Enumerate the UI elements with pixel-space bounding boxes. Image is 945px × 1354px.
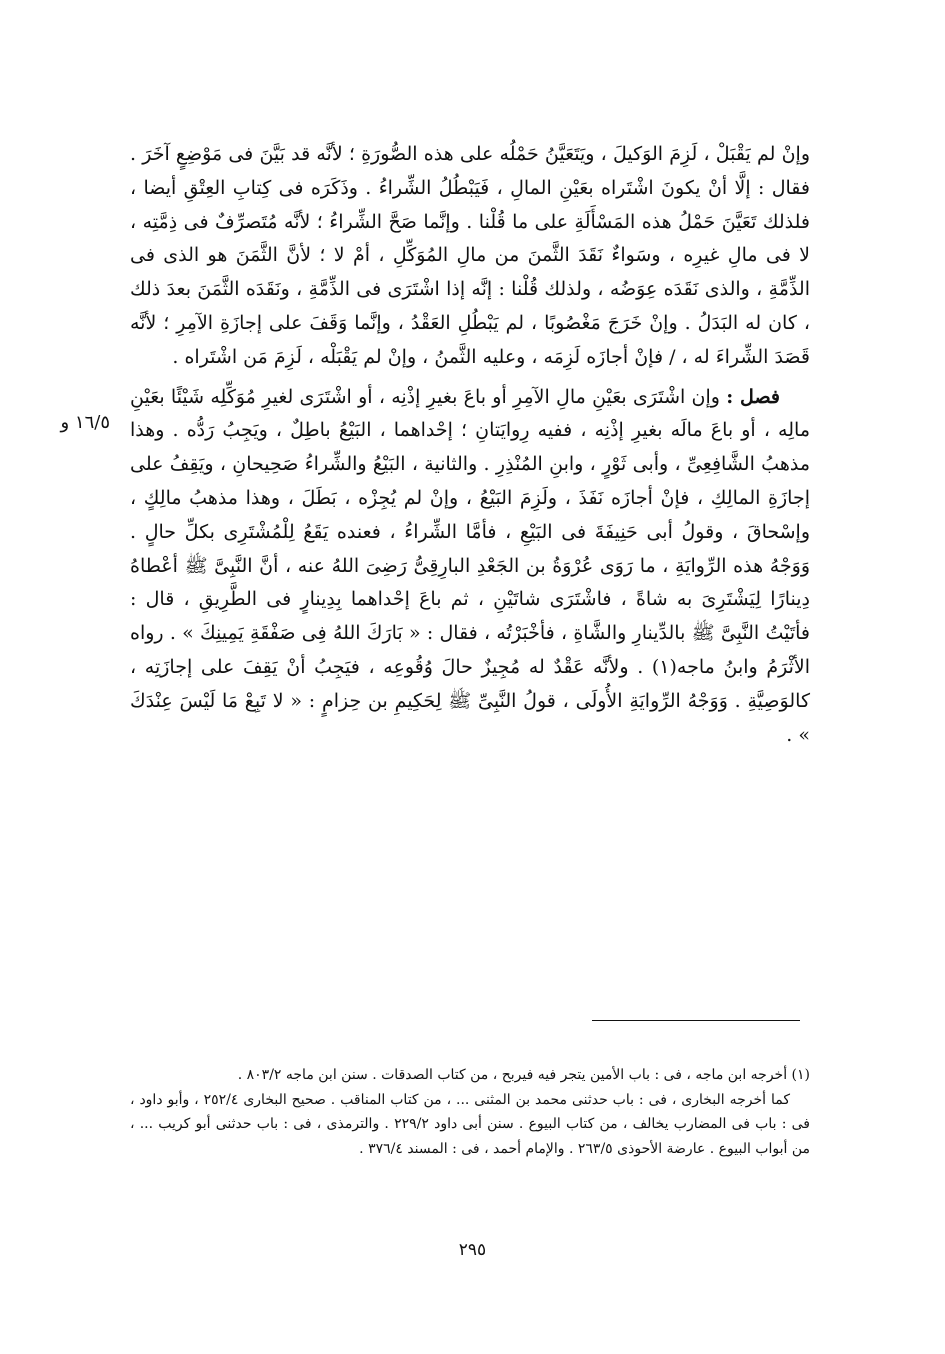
main-text [130, 138, 810, 752]
margin-folio-note: ١٦/٥ و [60, 412, 110, 433]
paragraph-fasl [130, 381, 810, 753]
paragraph-fasl-text: وإن اشْتَرَى بعَيْنِ مالِ الآمِرِ أو باعَ بغيرِ إذْنِه ، أو اشْتَرَى لغيرِ مُوَكِّلِه شَيْئًا بعَيْنِ مالِه ، أو باعَ مالَه بغيرِ إذْنِه ، ففيه رِوايَتانِ ؛ إحْداهما ، البَيْعُ باطِلٌ ، ويَجِبُ رَدُّه . وهذا مذهبُ الشَّافِعِىِّ ، وأبى ثَوْرٍ ، وابنِ المُنْذِرِ . والثانية ، البَيْعُ والشِّراءُ صَحِيحانِ ، ويَقِفُ على إجازَةِ المالِكِ ، فإنْ أجازَه نَفَذَ ، ولَزِمَ البَيْعُ ، وإنْ لم يُجِزْه ، بَطَلَ ، وهذا مذهبُ مالِكٍ ، وإسْحاقَ ، وقولُ أبى حَنِيفَةَ فى البَيْعِ ، فأمَّا الشِّراءُ ، فعنده يَقَعُ لِلْمُشْتَرِى بكلِّ حالٍ . وَوَجْهُ هذه الرِّوايَةِ ، ما رَوَى عُرْوَةُ بن الجَعْدِ البارِقِىُّ رَضِىَ اللهُ عنه ، أنَّ النَّبِىَّ ﷺ أعْطاهُ دِينارًا لِيَشْتَرِىَ به شاةً ، فاشْتَرَى شاتَيْنِ ، ثم باعَ إحْداهما بِدِينارٍ فى الطَّرِيقِ ، قال : فأتَيْتُ النَّبِىَّ ﷺ بالدِّينارِ والشَّاةِ ، فأخْبَرْتُه ، فقال : « بَارَكَ اللهُ فِى صَفْقَةِ يَمِينِكَ » . رواه الأثْرَمُ وابنُ ماجه(١) . ولأنَّه عَقْدٌ له مُجِيزٌ حالَ وُقُوعِه ، فيَجِبُ أنْ يَقِفَ على إجازَتِه ، كالوَصِيَّةِ . وَوَجْهُ الرِّوايَةِ الأُولَى ، قولُ النَّبِىِّ ﷺ لِحَكِيمِ بن حِزامٍ : « لا تَبِعْ مَا لَيْسَ عِنْدَكَ » . [130, 385, 810, 746]
footnote-divider [592, 1020, 800, 1021]
footnotes [130, 1063, 810, 1161]
paragraph-wakil: وإنْ لم يَقْبَلْ ، لَزِمَ الوَكيلَ ، ويَتَعَيَّنُ حَمْلُه على هذه الصُّورَةِ ؛ لأنَّه قد بَيَّنَ فى مَوْضِعٍ آخَرَ . فقال : إلَّا أنْ يكونَ اشْتَراه بعَيْنِ المالِ ، فَيَبْطُلُ الشِّراءُ . وذَكَرَه فى كِتابِ العِتْقِ أيضا ، فلذلك تَعَيَّنَ حَمْلُ هذه المَسْأَلَةِ على ما قُلْنا . وإنَّما صَحَّ الشِّراءُ ؛ لأنَّه مُتَصرِّفٌ فى ذِمَّتِه ، لا فى مالِ غيرِه ، وسَواءٌ نَقَدَ الثَّمنَ من مالِ المُوَكِّلِ ، أمْ لا ؛ لأنَّ الثَّمَنَ هو الذى فى الذِّمَّةِ ، والذى نَقَدَه عِوَضُه ، ولذلك قُلْنا : إنَّه إذا اشْتَرَى فى الذِّمَّةِ ، ونَقَدَه الثَّمَنَ بعدَ ذلك ، كان له البَدَلُ . وإنْ خَرَجَ مَغْصُوبًا ، لم يَبْطُلِ العَقْدُ ، وإنَّما وَقَفَ على إجازَةِ الآمِرِ ؛ لأنَّه قَصَدَ الشِّراءَ له ، / فإنْ أجازَه لَزِمَه ، وعليه الثَّمنُ ، وإنْ لم يَقْبَلْه ، لَزِمَ مَن اشْتَراه . [130, 143, 810, 368]
page-number: ٢٩٥ [458, 1240, 487, 1260]
footnote-1: (١) أخرجه ابن ماجه ، فى : باب الأمين يتجر فيه فيربح ، من كتاب الصدقات . سنن ابن ماجه ٨٠٣/٢ . [237, 1067, 810, 1083]
footnote-1-continued: كما أخرجه البخارى ، فى : باب حدثنى محمد بن المثنى ... ، من كتاب المناقب . صحيح البخارى ٢٥٢/٤ ، وأبو داود ، فى : باب فى المضارب يخالف ، من كتاب البيوع . سنن أبى داود ٢٢٩/٢ . والترمذى ، فى : باب حدثنى أبو كريب ... ، من أبواب البيوع . عارضة الأحوذى ٢٦٣/٥ . والإمام أحمد ، فى : المسند ٣٧٦/٤ . [130, 1091, 810, 1157]
fasl-heading: فصل : [726, 385, 781, 408]
